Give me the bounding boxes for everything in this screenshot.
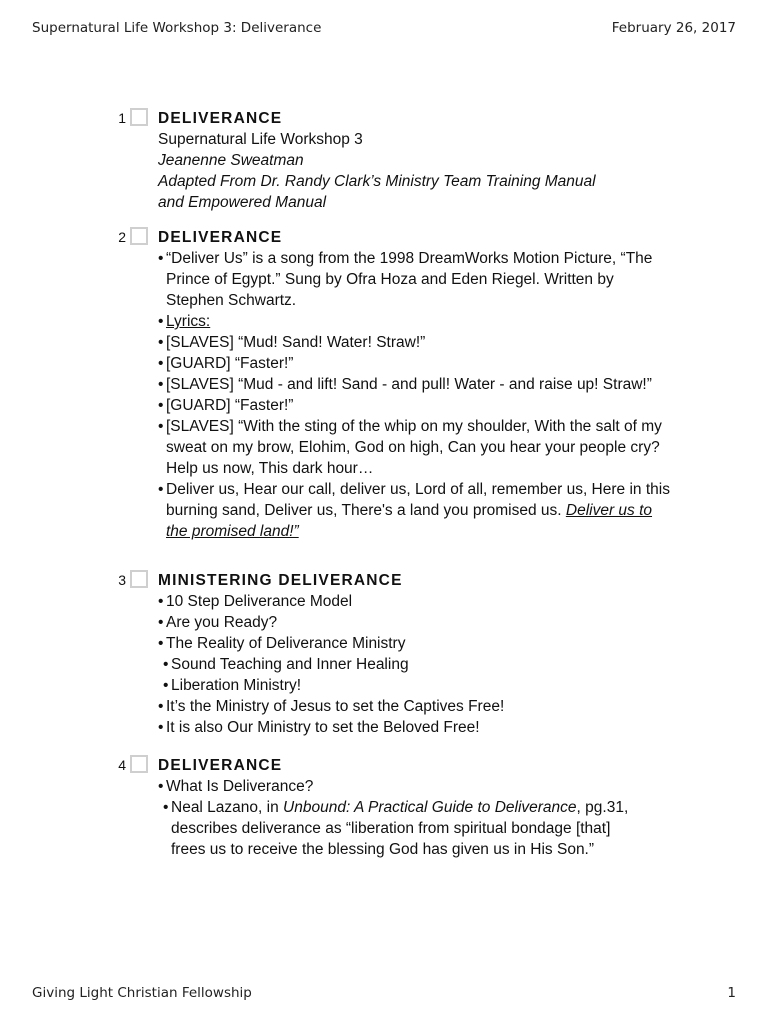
bullet-item: • What Is Deliverance? — [158, 778, 314, 795]
footer-organization: Giving Light Christian Fellowship — [32, 985, 252, 1001]
bullet-item: • Are you Ready? — [158, 614, 278, 631]
slide-4 — [112, 755, 672, 860]
slide-title: DELIVERANCE — [158, 229, 283, 246]
slide-3 — [112, 570, 672, 738]
bullet-item: • It is also Our Ministry to set the Beloved Free! — [158, 719, 480, 736]
page-number: 1 — [727, 985, 736, 1001]
bullet-item: • [GUARD] “Faster!” — [158, 355, 294, 372]
bullet-item: • [SLAVES] “With the sting of the whip on my shoulder, With the salt of my sweat on my brow, Elohim, God on high, Can you hear your people cry? Help us now, This dark hour… — [158, 418, 662, 477]
slide-thumbnail-box — [130, 108, 148, 126]
header-title: Supernatural Life Workshop 3: Deliverance — [32, 20, 322, 36]
slide-number: 1 — [118, 110, 126, 126]
header-date: February 26, 2017 — [611, 20, 736, 36]
slide-number: 3 — [118, 572, 126, 588]
slide-body — [158, 570, 672, 738]
bullet-item: • [GUARD] “Faster!” — [158, 397, 294, 414]
slide-number: 4 — [118, 757, 126, 773]
book-title: Unbound: A Practical Guide to Deliverance — [283, 799, 577, 816]
bullet-item: • “Deliver Us” is a song from the 1998 DreamWorks Motion Picture, “The Prince of Egypt.” Sung by Ofra Hoza and Eden Riegel. Written by Stephen Schwartz. — [158, 250, 653, 309]
bullet-item: • [SLAVES] “Mud - and lift! Sand - and pull! Water - and raise up! Straw!” — [158, 376, 652, 393]
slide-body — [158, 755, 672, 860]
page-header — [32, 20, 736, 36]
slide-2 — [112, 227, 672, 542]
slide-title: DELIVERANCE — [158, 110, 283, 127]
sub-bullet-item: • Neal Lazano, in Unbound: A Practical Guide to Deliverance, pg.31, describes deliverance as “liberation from spiritual bondage [that] frees us to receive the blessing God has given us in His Son.” — [163, 799, 629, 858]
slide-subtitle: Supernatural Life Workshop 3 — [158, 131, 363, 148]
slide-1 — [112, 108, 672, 213]
slide-thumbnail-box — [130, 227, 148, 245]
slide-source-line: Adapted From Dr. Randy Clark’s Ministry Team Training Manual — [158, 173, 596, 190]
bullet-item: • [SLAVES] “Mud! Sand! Water! Straw!” — [158, 334, 426, 351]
slide-thumbnail-box — [130, 570, 148, 588]
lyrics-emphasis: Deliver us to the promised land!” — [166, 502, 653, 540]
bullet-item: • It’s the Ministry of Jesus to set the Captives Free! — [158, 698, 505, 715]
slide-body — [158, 108, 672, 213]
slide-title: DELIVERANCE — [158, 757, 283, 774]
slide-thumbnail-box — [130, 755, 148, 773]
slide-title: MINISTERING DELIVERANCE — [158, 572, 403, 589]
slide-author: Jeanenne Sweatman — [158, 152, 304, 169]
bullet-item: • The Reality of Deliverance Ministry — [158, 635, 406, 652]
slide-source-line: and Empowered Manual — [158, 194, 327, 211]
bullet-item: • 10 Step Deliverance Model — [158, 593, 353, 610]
slide-number: 2 — [118, 229, 126, 245]
slide-body — [158, 227, 672, 542]
page-footer — [32, 985, 736, 1001]
bullet-item: • Lyrics: — [158, 313, 211, 330]
sub-bullet-item: • Sound Teaching and Inner Healing — [163, 656, 409, 673]
sub-bullet-item: • Liberation Ministry! — [163, 677, 302, 694]
bullet-item: • Deliver us, Hear our call, deliver us, Lord of all, remember us, Here in this burning sand, Deliver us, There's a land you promised us. Deliver us to the promised land!” — [158, 481, 670, 540]
